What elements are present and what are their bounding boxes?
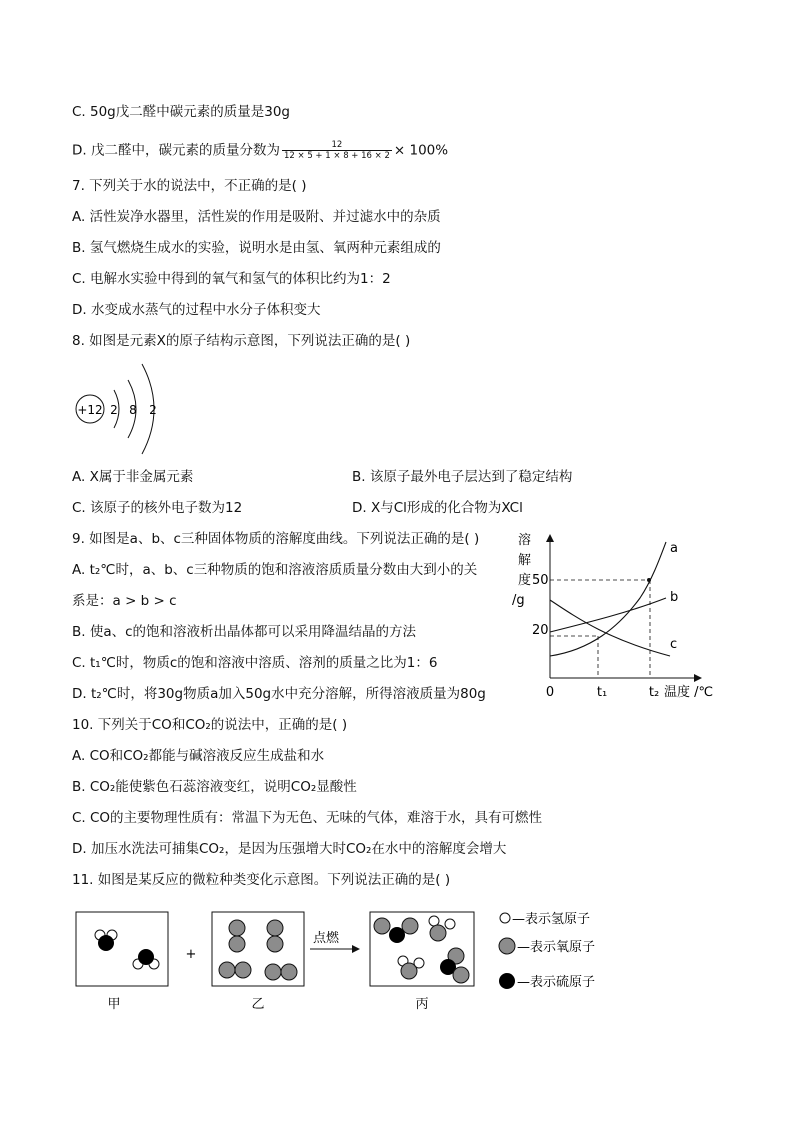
oxygen-atom [265, 964, 281, 980]
curve-a [550, 542, 666, 656]
q9-option-a-line2: 系是：a > b > c [72, 593, 177, 609]
y-label-2: 解 [518, 553, 532, 568]
shell-3-electrons: 2 [149, 403, 157, 417]
q11-stem: 11. 如图是某反应的微粒种类变化示意图。下列说法正确的是( ) [72, 872, 451, 888]
curve-b-label: b [670, 590, 679, 605]
q10-option-b: B. CO₂能使紫色石蕊溶液变红，说明CO₂显酸性 [72, 779, 357, 795]
q7-option-c: C. 电解水实验中得到的氧气和氢气的体积比约为1：2 [72, 271, 391, 287]
oxygen-atom [453, 967, 469, 983]
oxygen-atom [430, 925, 446, 941]
q9-option-c: C. t₁℃时，物质c的饱和溶液中溶质、溶剂的质量之比为1：6 [72, 655, 438, 671]
q8-option-d: D. X与Cl形成的化合物为XCl [352, 500, 523, 516]
y-label-3: 度 [518, 573, 532, 588]
ignite-label: 点燃 [312, 931, 340, 946]
x-axis-arrow [694, 674, 702, 682]
q9-option-b: B. 使a、c的饱和溶液析出晶体都可以采用降温结晶的方法 [72, 624, 417, 640]
oxygen-atom [229, 936, 245, 952]
legend-hydrogen-icon [500, 913, 510, 923]
q9-option-d: D. t₂℃时，将30g物质a加入50g水中充分溶解，所得溶液质量为80g [72, 686, 486, 702]
x-tick-t2: t₂ [648, 685, 660, 700]
nucleus-charge: +12 [77, 403, 103, 417]
oxygen-atom [235, 962, 251, 978]
legend-hydrogen: —表示氢原子 [512, 912, 591, 927]
q10-stem: 10. 下列关于CO和CO₂的说法中，正确的是( ) [72, 717, 348, 733]
oxygen-atom [402, 918, 418, 934]
oxygen-atom [281, 964, 297, 980]
legend-oxygen-icon [499, 938, 515, 954]
origin-label: 0 [545, 685, 555, 700]
oxygen-atom [374, 918, 390, 934]
label-bing: 丙 [415, 997, 429, 1012]
q8-stem: 8. 如图是元素X的原子结构示意图，下列说法正确的是( ) [72, 333, 411, 349]
sulfur-atom [138, 949, 154, 965]
x-axis-label: 温度 /℃ [664, 685, 714, 700]
q9-stem: 9. 如图是a、b、c三种固体物质的溶解度曲线。下列说法正确的是( ) [72, 531, 480, 547]
sulfur-atom [98, 935, 114, 951]
hydrogen-atom [414, 958, 424, 968]
mass-fraction [282, 140, 392, 161]
y-axis-arrow [546, 534, 554, 542]
q6-option-c: C. 50g戊二醛中碳元素的质量是30g [72, 104, 291, 120]
sulfur-atom [389, 927, 405, 943]
plus-sign: + [185, 947, 197, 962]
reaction-diagram [70, 902, 630, 1014]
box-jia [76, 912, 168, 986]
curve-b [550, 598, 666, 632]
oxygen-atom [229, 920, 245, 936]
y-tick-20: 20 [532, 623, 549, 638]
legend-sulfur-icon [499, 973, 515, 989]
oxygen-atom [267, 936, 283, 952]
q10-option-d: D. 加压水洗法可捕集CO₂，是因为压强增大时CO₂在水中的溶解度会增大 [72, 841, 507, 857]
q7-option-b: B. 氢气燃烧生成水的实验，说明水是由氢、氧两种元素组成的 [72, 240, 441, 256]
hydrogen-atom [429, 916, 439, 926]
reaction-arrow-head [352, 945, 360, 953]
q9-option-a-line1: A. t₂℃时，a、b、c三种物质的饱和溶液溶质质量分数由大到小的关 [72, 562, 478, 578]
q10-option-a: A. CO和CO₂都能与碱溶液反应生成盐和水 [72, 748, 325, 764]
y-label-4: /g [512, 593, 525, 608]
q7-option-a: A. 活性炭净水器里，活性炭的作用是吸附、并过滤水中的杂质 [72, 209, 441, 225]
q6-option-d [72, 140, 448, 161]
q10-option-c: C. CO的主要物理性质有：常温下为无色、无味的气体，难溶于水，具有可燃性 [72, 810, 543, 826]
q6-option-d-prefix: D. 戊二醛中，碳元素的质量分数为 [72, 142, 280, 159]
label-yi: 乙 [251, 997, 265, 1012]
fraction-denominator: 12 × 5 + 1 × 8 + 16 × 2 [283, 151, 390, 161]
shell-2-electrons: 8 [129, 403, 137, 417]
curve-a-label: a [670, 541, 678, 556]
label-jia: 甲 [107, 997, 121, 1012]
shell-1-electrons: 2 [110, 403, 118, 417]
curve-c-label: c [670, 637, 678, 652]
legend-oxygen: —表示氧原子 [517, 940, 596, 955]
q6-option-d-suffix: × 100% [393, 142, 449, 159]
q8-option-c: C. 该原子的核外电子数为12 [72, 500, 243, 516]
atomic-structure-diagram [72, 358, 172, 458]
fraction-numerator: 12 [282, 140, 392, 151]
x-tick-t1: t₁ [596, 685, 608, 700]
intersection-point [647, 578, 651, 582]
oxygen-atom [267, 920, 283, 936]
y-label-1: 溶 [518, 533, 532, 548]
q8-option-a: A. X属于非金属元素 [72, 469, 194, 485]
q7-stem: 7. 下列关于水的说法中，不正确的是( ) [72, 178, 307, 194]
q8-option-b: B. 该原子最外电子层达到了稳定结构 [352, 469, 573, 485]
q7-option-d: D. 水变成水蒸气的过程中水分子体积变大 [72, 302, 321, 318]
hydrogen-atom [445, 919, 455, 929]
oxygen-atom [219, 962, 235, 978]
legend-sulfur: —表示硫原子 [517, 975, 596, 990]
solubility-curve-chart [500, 528, 730, 708]
y-tick-50: 50 [532, 573, 549, 588]
